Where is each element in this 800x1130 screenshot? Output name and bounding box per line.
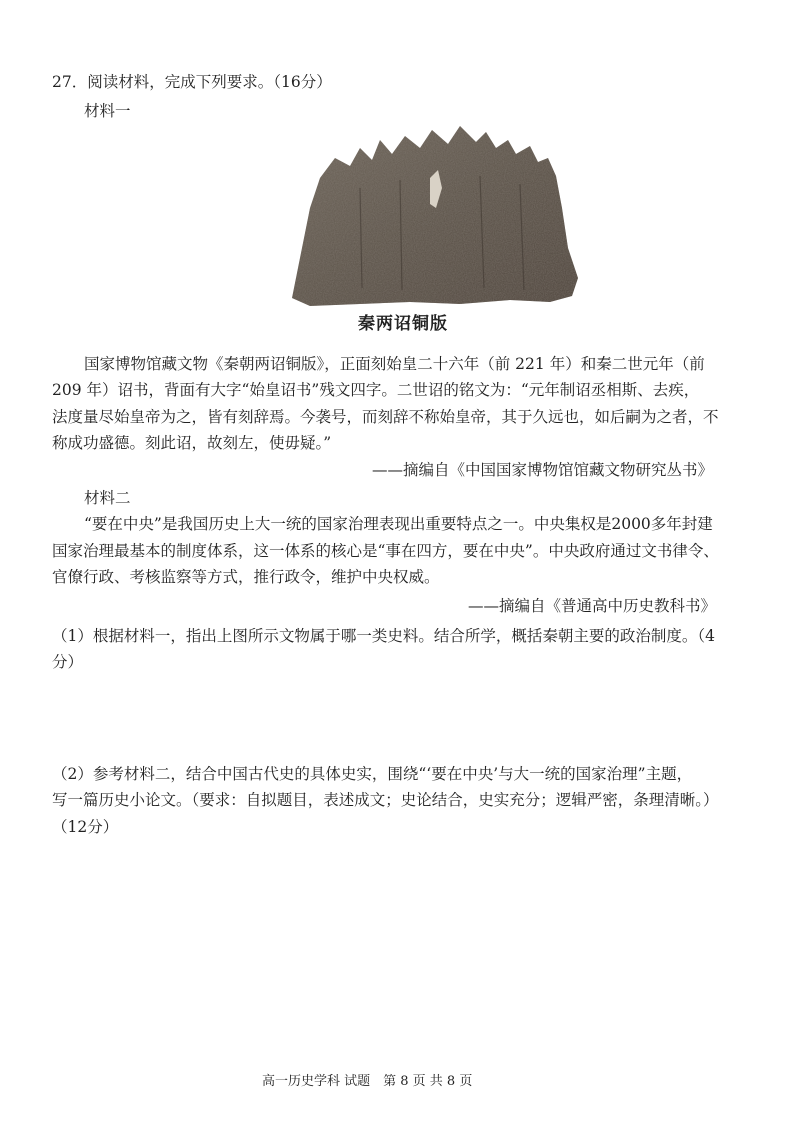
question1-text-line: （1）根据材料一，指出上图所示文物属于哪一类史料。结合所学，概括秦朝主要的政治制度。（4 <box>52 627 715 645</box>
question2-text-line: （12分） <box>52 818 119 836</box>
material2-text-line: “要在中央”是我国历史上大一统的国家治理表现出重要特点之一。中央集权是2000多年封建 <box>84 515 713 533</box>
material1-caption: 秦两诏铜版 <box>358 314 448 334</box>
material1-text-line: 国家博物馆藏文物《秦朝两诏铜版》，正面刻始皇二十六年（前 221 年）和秦二世元年（前 <box>84 355 705 373</box>
page-footer: 高一历史学科 试题 第 8 页 共 8 页 <box>262 1074 473 1089</box>
material2-source: ——摘编自《普通高中历史教科书》 <box>468 597 717 615</box>
bronze-plate-image <box>280 118 590 313</box>
question2-text-line: （2）参考材料二，结合中国古代史的具体史实，围绕“‘要在中央’与大一统的国家治理”主题， <box>52 765 693 783</box>
material1-text-line: 称成功盛德。刻此诏，故刻左，使毋疑。” <box>52 434 332 452</box>
material1-source: ——摘编自《中国国家博物馆馆藏文物研究丛书》 <box>372 461 714 479</box>
material1-label: 材料一 <box>84 102 131 120</box>
question-header: 27．阅读材料，完成下列要求。（16分） <box>52 73 332 91</box>
material2-text-line: 官僚行政、考核监察等方式，推行政令，维护中央权威。 <box>52 568 440 586</box>
material1-text-line: 209 年）诏书，背面有大字“始皇诏书”残文四字。二世诏的铭文为：“元年制诏丞相斯、去疾， <box>52 381 700 399</box>
question1-text-line: 分） <box>52 653 84 671</box>
question2-text-line: 写一篇历史小论文。（要求：自拟题目，表述成文；史论结合，史实充分；逻辑严密，条理清晰。） <box>52 791 719 809</box>
material2-label: 材料二 <box>84 489 131 507</box>
material2-text-line: 国家治理最基本的制度体系，这一体系的核心是“事在四方，要在中央”。中央政府通过文书律令、 <box>52 542 719 560</box>
material1-text-line: 法度量尽始皇帝为之，皆有刻辞焉。今袭号，而刻辞不称始皇帝，其于久远也，如后嗣为之者，不 <box>52 408 719 426</box>
